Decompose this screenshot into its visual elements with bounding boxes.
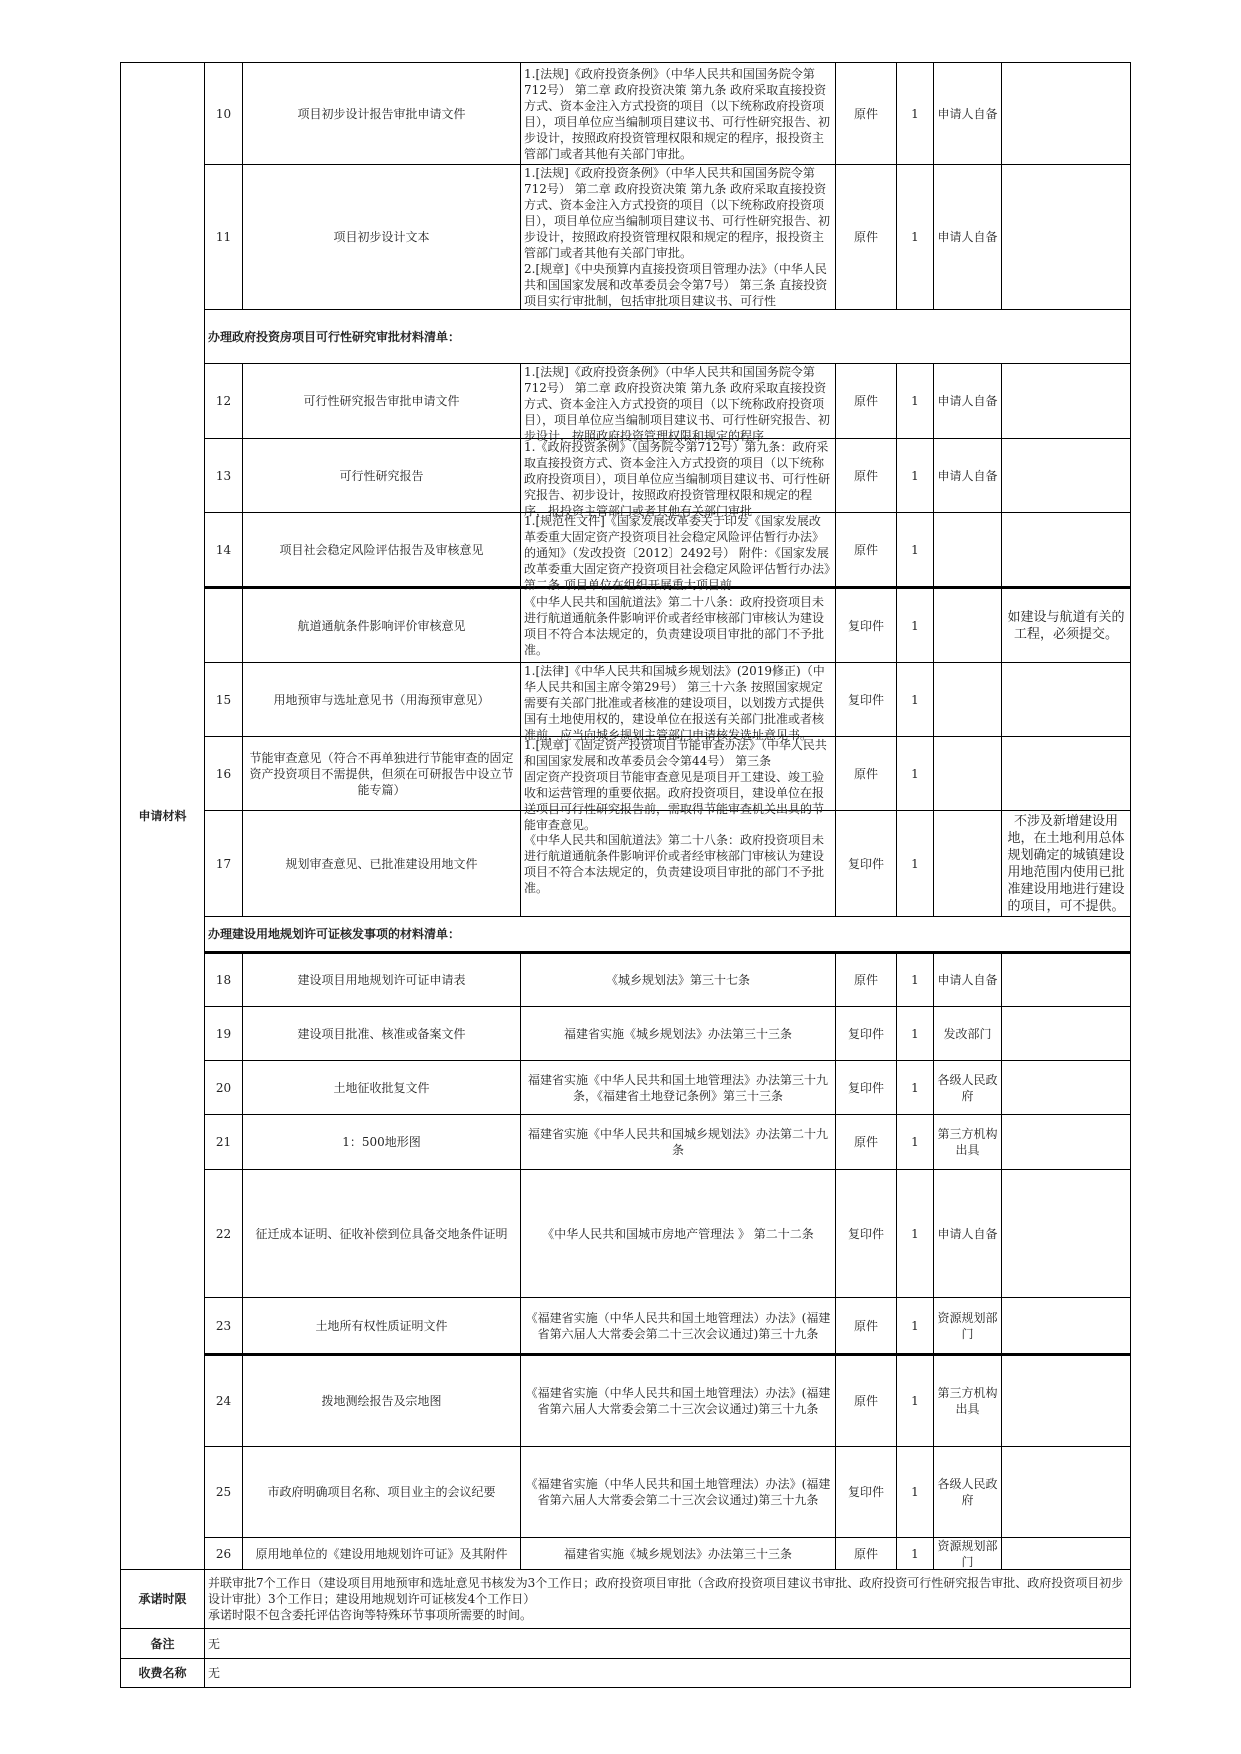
legal-basis: 福建省实施《中华人民共和国城乡规划法》办法第二十九条 [527,1127,828,1157]
remark-note [1002,364,1130,438]
remark-note [1002,1356,1130,1446]
row-number: 22 [215,1226,232,1241]
material-name: 规划审查意见、已批准建设用地文件 [285,856,478,871]
row-number: 18 [215,973,232,987]
remark-note [1002,513,1130,586]
row-number: 21 [215,1135,232,1149]
row-number: 26 [215,1546,232,1561]
material-type: 复印件 [847,1026,884,1041]
material-name: 可行性研究报告 [339,468,424,483]
deadline-label: 承诺时限 [138,1592,187,1606]
remark-note [1002,1170,1130,1297]
row-number: 17 [215,856,232,871]
legal-basis: 福建省实施《城乡规划法》办法第三十三条 [563,1546,792,1561]
row-number: 12 [215,394,232,408]
legal-basis: 《福建省实施（中华人民共和国土地管理法）办法》(福建省第六届人大常委会第二十三次会议通过)第三十九条 [525,1477,831,1507]
material-source: 申请人自备 [937,1226,998,1241]
remark-note [1002,663,1130,736]
table-row [121,513,1131,588]
material-name: 航道通航条件影响评价审核意见 [297,618,466,633]
material-source [934,811,1001,916]
copy-count: 1 [911,1394,919,1408]
copy-count: 1 [911,106,919,121]
table-row [121,663,1131,737]
row-number: 16 [215,766,232,781]
material-name: 土地所有权性质证明文件 [315,1318,448,1333]
row-number [205,589,242,662]
row-number: 15 [215,692,232,707]
material-name: 征迁成本证明、征收补偿到位具备交地条件证明 [255,1226,508,1241]
materials-label-cell [121,63,205,1570]
legal-basis: 福建省实施《中华人民共和国土地管理法》办法第三十九条，《福建省土地登记条例》第三十三条 [527,1072,828,1103]
material-name: 拨地测绘报告及宗地图 [321,1394,442,1408]
row-number: 25 [215,1485,232,1499]
copy-count: 1 [911,468,919,483]
legal-basis: 1.《政府投资条例》（国务院令第712号）第九条：政府采取直接投资方式、资本金注入方式投资的项目（以下统称政府投资项目），项目单位应当编制项目建议书、可行性研究报告、初步设计，按照政府投资管理权限和规定的程序，报投资主管部门或者其他有关部门审批 [524,440,831,518]
material-source: 第三方机构出具 [937,1127,998,1157]
row-number: 24 [215,1394,232,1408]
material-source: 第三方机构出具 [937,1386,998,1416]
material-source [934,663,1001,736]
row-number: 20 [215,1080,232,1095]
material-type: 复印件 [847,692,884,707]
legal-basis: 1.[法规]《政府投资条例》（中华人民共和国国务院令第712号） 第二章 政府投资决策 第九条 政府采取直接投资方式、资本金注入方式投资的项目（以下统称政府投资项目），项目单位应当编制项目建议书、可行性研究报告、初步设计，按照政府投资管理权限和规定的程序，报投资主管部门或者其他有关部门审批。 [524,66,831,161]
remark-text: 无 [208,1636,221,1651]
material-name: 项目初步设计报告审批申请文件 [297,106,466,121]
copy-count: 1 [911,1485,919,1499]
copy-count: 1 [911,1135,919,1149]
material-type: 复印件 [847,1080,884,1095]
material-name: 项目初步设计文本 [333,230,430,244]
row-number: 11 [215,230,232,244]
copy-count: 1 [911,542,919,557]
material-name: 项目社会稳定风险评估报告及审核意见 [279,542,484,557]
deadline-text: 并联审批7个工作日（建设项目用地预审和选址意见书核发为3个工作日；政府投资项目审批（含政府投资项目建议书审批、政府投资可行性研究报告审批、政府投资项目初步设计审批）3个工作日；建设用地规划许可证核发4个工作日） 承诺时限不包含委托评估咨询等特殊环节事项所需要的时间。 [208,1576,1124,1622]
material-source [934,737,1001,810]
section-header-row [121,310,1131,364]
copy-count: 1 [911,1226,919,1241]
material-name: 原用地单位的《建设用地规划许可证》及其附件 [255,1546,508,1561]
copy-count: 1 [911,1026,919,1041]
table-row [121,1355,1131,1447]
material-type: 原件 [853,1135,878,1149]
legal-basis: 1.[规范性文件]《国家发展改革委关于印发《国家发展改革委重大固定资产投资项目社会稳定风险评估暂行办法》的通知》（发改投资〔2012〕2492号） 附件：《国家发展改革委重大固定资产投资项目社会稳定风险评估暂行办法》第二条 项目单位在组织开展重大项目前 [524,514,831,592]
material-source: 各级人民政府 [937,1072,998,1103]
copy-count: 1 [911,856,919,871]
material-source: 资源规划部门 [937,1539,998,1569]
material-name: 1：500地形图 [342,1135,421,1149]
remark-note [1002,1538,1130,1569]
section-title: 办理建设用地规划许可证核发事项的材料清单： [208,927,461,941]
row-number: 10 [215,106,232,121]
remark-note [1002,1007,1130,1060]
copy-count: 1 [911,1080,919,1095]
legal-basis: 1.[法规]《政府投资条例》（中华人民共和国国务院令第712号） 第二章 政府投资决策 第九条 政府采取直接投资方式、资本金注入方式投资的项目（以下统称政府投资项目），项目单位应当编制项目建议书、可行性研究报告、初步设计，按照政府投资管理权限和规定的程序 [524,365,831,443]
material-type: 原件 [853,1546,878,1561]
remark-row [121,1629,1131,1659]
section-header-row [121,917,1131,953]
material-source: 申请人自备 [937,468,998,483]
table-row [121,737,1131,811]
legal-basis: 《中华人民共和国航道法》第二十八条：政府投资项目未进行航道通航条件影响评价或者经审核部门审核认为建设项目不符合本法规定的，负责建设项目审批的部门不予批准。 [524,594,825,657]
legal-basis: 福建省实施《城乡规划法》办法第三十三条 [563,1026,792,1041]
row-number: 14 [215,542,232,557]
legal-basis: 《城乡规划法》第三十七条 [605,973,750,987]
remark-note [1002,954,1130,1006]
table-row [121,1061,1131,1115]
remark-note [1002,1115,1130,1169]
table-row [121,1298,1131,1355]
row-number: 13 [215,468,232,483]
material-name: 建设项目用地规划许可证申请表 [297,973,466,987]
copy-count: 1 [911,1546,919,1561]
material-name: 用地预审与选址意见书（用海预审意见） [273,692,490,707]
row-number: 23 [215,1318,232,1333]
fee-text: 无 [208,1666,221,1680]
material-type: 原件 [853,766,878,781]
material-source: 申请人自备 [937,230,998,244]
materials-table [120,62,1131,1688]
table-row [121,364,1131,439]
remark-note [1002,165,1130,309]
table-row [121,439,1131,513]
material-type: 复印件 [847,1485,884,1499]
fee-row [121,1659,1131,1688]
material-type: 复印件 [847,1226,884,1241]
material-source: 申请人自备 [937,394,998,408]
remark-note [1002,439,1130,512]
material-type: 原件 [853,1318,878,1333]
material-source: 各级人民政府 [937,1477,998,1507]
table-row [121,1170,1131,1298]
copy-count: 1 [911,230,919,244]
remark-note: 不涉及新增建设用地，在土地利用总体规划确定的城镇建设用地范围内使用已批准建设用地进行建设的项目，可不提供。 [1007,813,1125,914]
remark-note [1002,63,1130,164]
table-row [121,165,1131,310]
table-row [121,953,1131,1007]
copy-count: 1 [911,692,919,707]
copy-count: 1 [911,618,919,633]
table-row [121,1115,1131,1170]
material-source [934,589,1001,662]
remark-note [1002,1061,1130,1114]
remark-note [1002,1447,1130,1537]
copy-count: 1 [911,766,919,781]
remark-note [1002,1298,1130,1353]
remark-note [1002,737,1130,810]
material-source: 申请人自备 [937,106,998,121]
legal-basis: 《中华人民共和国航道法》第二十八条：政府投资项目未进行航道通航条件影响评价或者经审核部门审核认为建设项目不符合本法规定的，负责建设项目审批的部门不予批准。 [524,832,825,895]
fee-label: 收费名称 [138,1666,187,1680]
table-row [121,1538,1131,1570]
material-type: 原件 [853,394,878,408]
legal-basis: 《福建省实施（中华人民共和国土地管理法）办法》(福建省第六届人大常委会第二十三次会议通过)第三十九条 [525,1386,831,1416]
material-type: 原件 [853,542,878,557]
material-type: 复印件 [847,618,884,633]
legal-basis: 1.[规章]《固定资产投资项目节能审查办法》（中华人民共和国国家发展和改革委员会令第44号） 第三条 固定资产投资项目节能审查意见是项目开工建设、竣工验收和运营管理的重要依据。政府投资项目，建设单位在报送项目可行性研究报告前，需取得节能审查机关出具的节能审查意见。 [524,738,827,832]
material-type: 原件 [853,230,878,244]
table-row [121,1007,1131,1061]
table-row [121,588,1131,663]
legal-basis: 1.[法律]《中华人民共和国城乡规划法》(2019修正)（中华人民共和国主席令第29号） 第三十六条 按照国家规定需要有关部门批准或者核准的建设项目，以划拨方式提供国有土地使用权的，建设单位在报送有关部门批准或者核准前，应当向城乡规划主管部门申请核发选址意见书。 [524,664,825,742]
deadline-row [121,1570,1131,1629]
material-name: 建设项目批准、核准或备案文件 [297,1026,466,1041]
legal-basis: 《中华人民共和国城市房地产管理法 》 第二十二条 [542,1226,814,1241]
material-type: 原件 [853,973,878,987]
materials-label: 申请材料 [138,809,187,823]
material-type: 复印件 [847,856,884,871]
material-name: 可行性研究报告审批申请文件 [303,394,460,408]
row-number: 19 [215,1026,232,1041]
remark-label: 备注 [150,1636,175,1651]
table-row [121,63,1131,165]
material-source: 申请人自备 [937,973,998,987]
remark-note: 如建设与航道有关的工程，必须提交。 [1007,609,1125,642]
section-title: 办理政府投资房项目可行性研究审批材料清单： [208,329,461,344]
material-type: 原件 [853,1394,878,1408]
copy-count: 1 [911,973,919,987]
material-name: 土地征收批复文件 [333,1080,430,1095]
table-row [121,1447,1131,1538]
material-source [934,513,1001,586]
legal-basis: 1.[法规]《政府投资条例》（中华人民共和国国务院令第712号） 第二章 政府投资决策 第九条 政府采取直接投资方式、资本金注入方式投资的项目（以下统称政府投资项目），项目单位应当编制项目建议书、可行性研究报告、初步设计，按照政府投资管理权限和规定的程序，报投资主管部门或者其他有关部门审批。 2.[规章]《中央预算内直接投资项目管理办法》（中华人民共和国国家发展和改革委员会令第7号） 第三条 直接投资项目实行审批制，包括审批项目建议书、可行性 [524,166,831,308]
material-type: 原件 [853,106,878,121]
material-name: 市政府明确项目名称、项目业主的会议纪要 [267,1485,496,1499]
copy-count: 1 [911,1318,919,1333]
material-name: 节能审查意见（符合不再单独进行节能审查的固定资产投资项目不需提供，但须在可研报告中设立节能专篇） [249,750,514,797]
material-source: 发改部门 [943,1026,992,1041]
legal-basis: 《福建省实施（中华人民共和国土地管理法）办法》(福建省第六届人大常委会第二十三次会议通过)第三十九条 [525,1310,831,1341]
copy-count: 1 [911,394,919,408]
material-type: 原件 [853,468,878,483]
material-source: 资源规划部门 [937,1310,998,1341]
